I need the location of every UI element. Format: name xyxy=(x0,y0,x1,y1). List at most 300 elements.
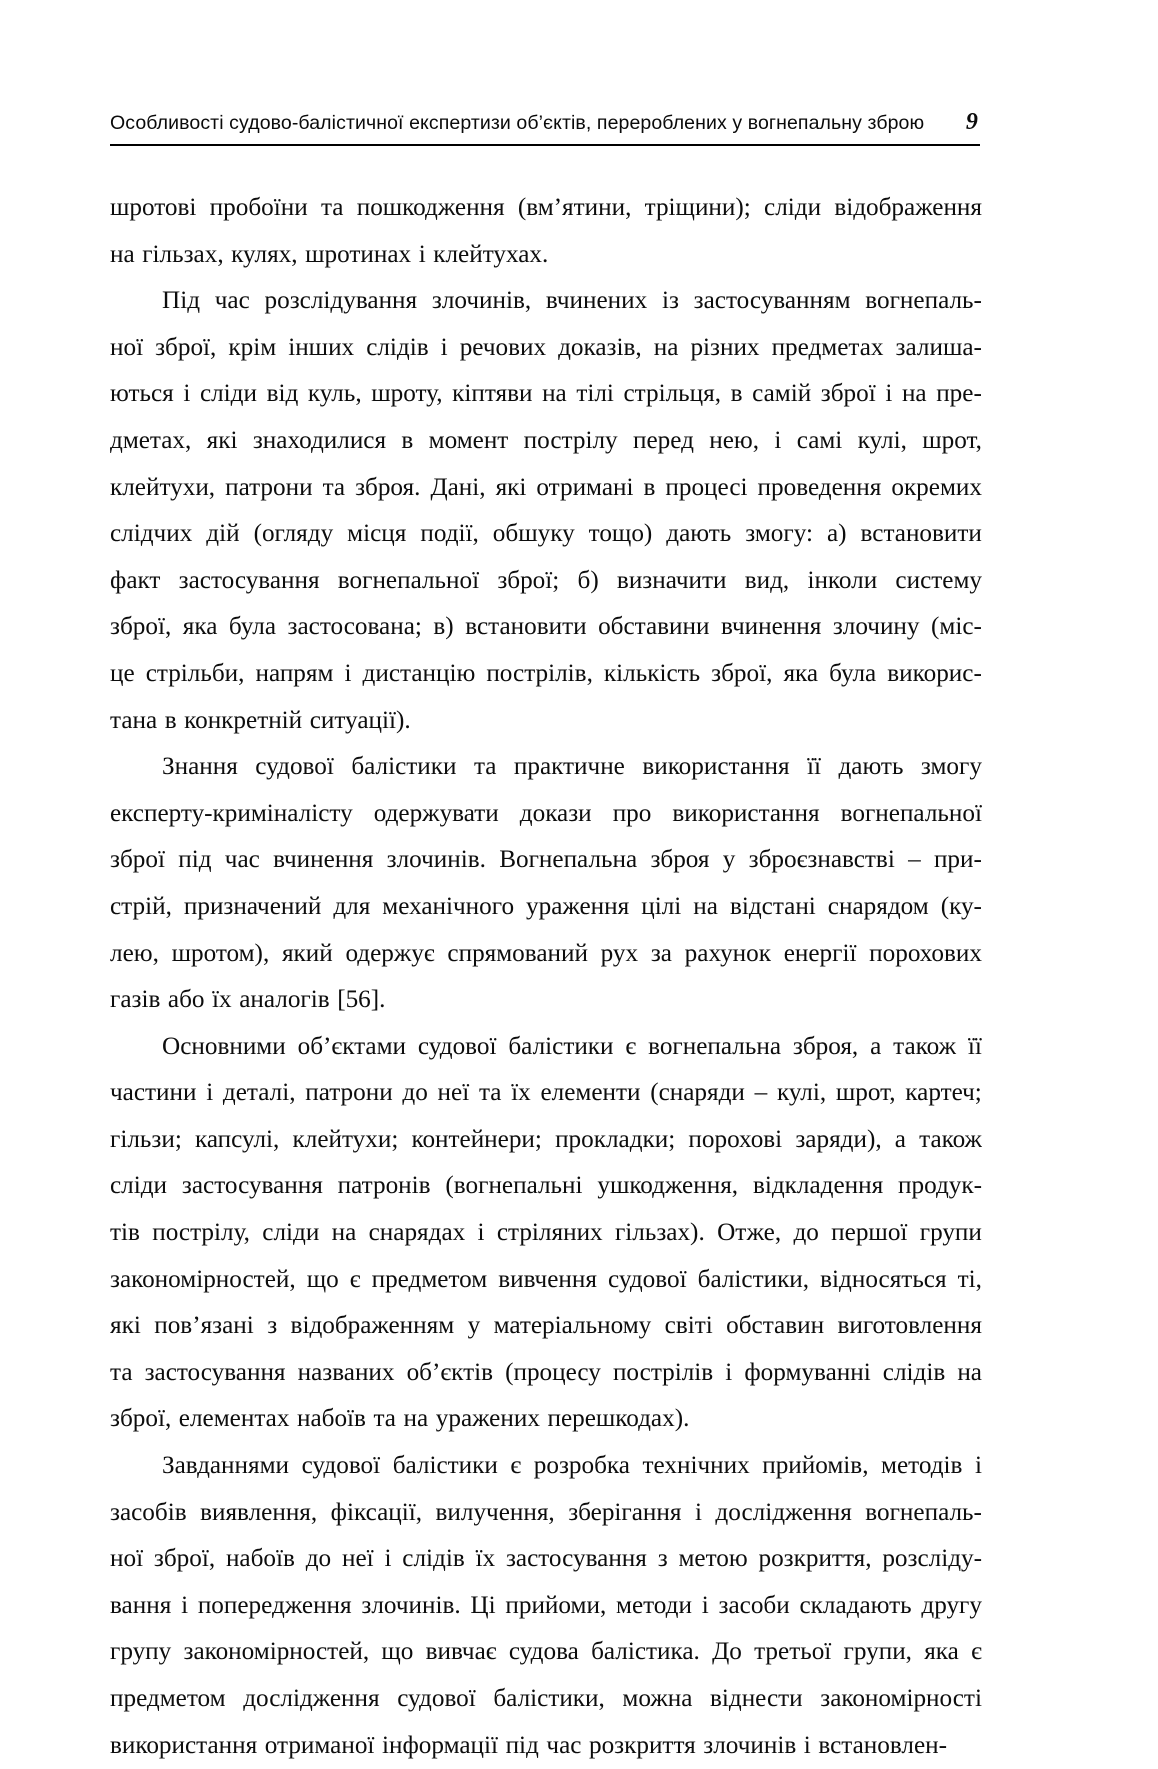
word: застосування xyxy=(181,1172,323,1200)
word: що xyxy=(381,1638,414,1666)
word: практичне xyxy=(513,753,625,781)
word: пострілів, xyxy=(486,659,593,687)
word: закономірностей, xyxy=(183,1638,370,1666)
word: деталі, xyxy=(222,1079,296,1107)
text-line xyxy=(110,232,982,279)
word: (огляду xyxy=(253,520,334,548)
word: про xyxy=(612,799,652,827)
word: третьої xyxy=(754,1638,832,1666)
word: (вогнепальні xyxy=(445,1172,583,1200)
word: патрони xyxy=(225,473,313,501)
word: обшуку xyxy=(492,520,575,548)
text-line xyxy=(110,278,982,325)
word: зброї, xyxy=(155,333,217,361)
word: дають xyxy=(666,520,732,548)
word: – xyxy=(754,1079,768,1107)
text-line xyxy=(110,604,982,651)
word: газів xyxy=(110,986,161,1014)
word: та xyxy=(373,1405,396,1433)
word: з xyxy=(657,1545,668,1573)
word: порохових xyxy=(869,939,982,967)
word: набоїв xyxy=(296,1405,366,1433)
word: віднести xyxy=(709,1685,803,1712)
word: факт xyxy=(110,566,161,594)
word: доказів, xyxy=(558,333,642,361)
word: нею, xyxy=(709,426,760,454)
word: тана xyxy=(110,706,158,734)
word: елементи xyxy=(540,1079,641,1107)
word: інформації xyxy=(381,1731,499,1759)
word: яка xyxy=(182,613,218,641)
word: кулі, xyxy=(776,1079,827,1107)
word: отримані xyxy=(536,473,634,501)
word: куль, xyxy=(307,380,362,408)
word: Під xyxy=(162,287,201,315)
word: відображення xyxy=(834,194,982,221)
word: і xyxy=(384,1545,392,1573)
word: застосування xyxy=(178,566,320,594)
word: їх xyxy=(212,986,232,1014)
word: і xyxy=(803,1731,811,1759)
word: у xyxy=(467,1312,481,1340)
text-line xyxy=(110,698,982,745)
word: гільзи; xyxy=(110,1125,182,1153)
text-line xyxy=(110,325,982,372)
word: ситуації). xyxy=(309,706,411,734)
word: методів xyxy=(881,1452,963,1480)
word: застосуванням xyxy=(693,287,851,315)
word: одержує xyxy=(345,939,435,967)
word: в) xyxy=(433,613,454,641)
word: зброя xyxy=(650,846,710,874)
word: зброї; xyxy=(497,566,560,594)
word: застосована; xyxy=(287,613,422,641)
text-line xyxy=(110,1490,982,1537)
word: сліди xyxy=(199,380,257,408)
word: яка xyxy=(924,1638,959,1666)
text-line xyxy=(110,1163,982,1210)
word: дослідження xyxy=(715,1498,852,1526)
word: для xyxy=(333,892,371,920)
word: різних xyxy=(690,333,760,361)
word: відкладення xyxy=(752,1172,884,1200)
word: тріщини); xyxy=(644,194,751,221)
word: її xyxy=(807,753,821,781)
word: порохові xyxy=(688,1125,783,1153)
word: балістики, xyxy=(697,1265,810,1293)
word: і xyxy=(440,333,448,361)
word: ушкодження, xyxy=(597,1172,739,1200)
word: До xyxy=(712,1638,742,1666)
word: на xyxy=(403,1405,429,1433)
paragraph xyxy=(110,1024,982,1443)
word: їх xyxy=(511,1079,531,1107)
word: методи xyxy=(616,1591,692,1619)
word: прийомів, xyxy=(762,1452,869,1480)
word: обставини xyxy=(598,613,710,641)
word: шротові xyxy=(110,194,197,221)
word: до xyxy=(793,1219,819,1247)
word: та xyxy=(478,1079,502,1107)
word: була xyxy=(228,613,276,641)
word: світі xyxy=(664,1312,713,1340)
word: використання xyxy=(110,1731,258,1759)
word: виявлення, xyxy=(200,1498,318,1526)
word: судової xyxy=(417,1032,497,1060)
word: неї xyxy=(341,1545,374,1573)
word: є xyxy=(510,1452,522,1480)
text-line xyxy=(110,418,982,465)
word: до xyxy=(305,1545,332,1573)
word: в xyxy=(730,380,743,408)
word: метою xyxy=(678,1545,748,1573)
word: частини xyxy=(110,1079,197,1107)
word: на xyxy=(331,1219,357,1247)
word: і xyxy=(206,1079,214,1107)
header-rule xyxy=(110,144,980,147)
word: Знання xyxy=(162,753,238,781)
word: ної xyxy=(110,1545,144,1573)
word: (вм’ятини, xyxy=(517,194,632,221)
word: кулі, xyxy=(857,426,907,454)
word: які xyxy=(206,426,238,454)
word: вчинення xyxy=(273,846,374,874)
word: гільзах). xyxy=(614,1219,705,1247)
word: дають xyxy=(838,753,904,781)
word: і xyxy=(183,380,191,408)
word: предметом xyxy=(110,1685,226,1712)
word: і xyxy=(181,1591,189,1619)
word: вогнепальна xyxy=(648,1032,781,1060)
word: інколи xyxy=(807,566,878,594)
word: окремих xyxy=(891,473,982,501)
word: (ку- xyxy=(940,892,982,920)
word: картеч; xyxy=(905,1079,982,1107)
word: снарядом xyxy=(827,892,929,920)
word: знаходилися xyxy=(252,426,387,454)
word: та xyxy=(110,1358,133,1386)
word: з xyxy=(267,1312,278,1340)
text-line xyxy=(110,1024,982,1071)
word: зброї, xyxy=(110,613,172,641)
word: ураження xyxy=(526,892,630,920)
word: ної xyxy=(110,333,144,361)
word: проведення xyxy=(757,473,882,501)
word: – xyxy=(908,846,921,874)
word: до xyxy=(402,1079,428,1107)
word: від xyxy=(266,380,299,408)
text-line xyxy=(110,1443,982,1490)
word: відображенням xyxy=(290,1312,455,1340)
word: є xyxy=(625,1032,637,1060)
text-line xyxy=(110,1070,982,1117)
word: балістики xyxy=(351,753,457,781)
word: докази xyxy=(519,799,592,827)
word: судової xyxy=(397,1685,476,1712)
word: шроту, xyxy=(371,380,443,408)
word: шрот, xyxy=(922,426,982,454)
word: судова xyxy=(508,1638,579,1666)
word: слідчих xyxy=(110,520,193,548)
word: використання xyxy=(672,799,820,827)
word: розслідування xyxy=(264,287,418,315)
word: Отже, xyxy=(717,1219,782,1247)
text-line xyxy=(110,1676,982,1723)
word: а xyxy=(894,1125,906,1153)
word: (процесу xyxy=(505,1358,601,1386)
word: визначити xyxy=(616,566,727,594)
word: або xyxy=(167,986,205,1014)
word: Основними xyxy=(162,1032,286,1060)
text-line xyxy=(110,1629,982,1676)
word: дистанцію xyxy=(362,659,476,687)
word: експерту-криміналісту xyxy=(110,799,353,827)
word: слідів xyxy=(366,333,429,361)
word: прокладки; xyxy=(555,1125,676,1153)
page-number: 9 xyxy=(965,109,978,135)
word: це xyxy=(110,659,135,687)
word: цілі xyxy=(641,892,682,920)
word: і xyxy=(477,1219,485,1247)
word: контейнери; xyxy=(411,1125,542,1153)
word: на xyxy=(957,1358,982,1386)
word: дій xyxy=(206,520,240,548)
word: зберігання xyxy=(568,1498,682,1526)
word: самій xyxy=(752,380,812,408)
paragraph-list xyxy=(110,185,982,1769)
word: час xyxy=(214,287,250,315)
text-line xyxy=(110,1723,982,1769)
word: шротинах xyxy=(305,240,412,268)
word: [56]. xyxy=(337,986,386,1014)
text-line xyxy=(110,791,982,838)
paragraph xyxy=(110,1443,982,1769)
word: технічних xyxy=(642,1452,750,1480)
word: і xyxy=(701,1591,709,1619)
word: злочинів. xyxy=(361,1591,461,1619)
text-line xyxy=(110,1350,982,1397)
word: яка xyxy=(783,659,819,687)
word: судової xyxy=(608,1265,687,1293)
word: групи xyxy=(919,1219,982,1247)
word: пострілу, xyxy=(152,1219,250,1247)
word: під xyxy=(178,846,212,874)
word: самі xyxy=(796,426,843,454)
word: ті, xyxy=(957,1265,982,1293)
word: можна xyxy=(622,1685,693,1712)
word: формуванні xyxy=(744,1358,871,1386)
text-line xyxy=(110,977,982,1024)
word: засобів xyxy=(110,1498,187,1526)
word: засоби xyxy=(718,1591,790,1619)
word: також xyxy=(919,1125,982,1153)
word: за xyxy=(650,939,672,967)
word: зброї, xyxy=(153,1545,216,1573)
text-line xyxy=(110,1396,982,1443)
word: використання xyxy=(642,753,790,781)
word: сліди xyxy=(262,1219,320,1247)
word: події, xyxy=(420,520,479,548)
word: залиша- xyxy=(895,333,982,361)
word: продук- xyxy=(898,1172,982,1200)
word: відносяться xyxy=(820,1265,947,1293)
word: злочину xyxy=(832,613,920,641)
word: Ці xyxy=(470,1591,496,1619)
word: уражених xyxy=(435,1405,540,1433)
word: злочинів. xyxy=(386,846,486,874)
word: енергії xyxy=(783,939,857,967)
word: прийоми, xyxy=(505,1591,607,1619)
word: призначений xyxy=(183,892,322,920)
header-row xyxy=(110,108,980,137)
word: складають xyxy=(799,1591,912,1619)
word: пре- xyxy=(936,380,982,408)
word: закономірності xyxy=(820,1685,982,1712)
text-line xyxy=(110,837,982,884)
word: зброї, xyxy=(711,659,773,687)
page-header xyxy=(110,108,980,146)
word: в xyxy=(401,426,414,454)
word: тів xyxy=(110,1219,140,1247)
word: розкриття xyxy=(588,1731,696,1759)
word: судової xyxy=(255,753,334,781)
text-line xyxy=(110,465,982,512)
word: перед xyxy=(632,426,694,454)
word: першої xyxy=(831,1219,908,1247)
word: і xyxy=(885,380,893,408)
word: інших xyxy=(288,333,355,361)
word: лею, xyxy=(110,939,159,967)
word: предметах xyxy=(771,333,884,361)
word: клейтухах. xyxy=(433,240,549,268)
word: заряди), xyxy=(795,1125,882,1153)
word: кулях, xyxy=(231,240,298,268)
word: закономірностей, xyxy=(110,1265,296,1293)
word: із xyxy=(661,287,679,315)
text-line xyxy=(110,744,982,791)
word: Вогнепальна xyxy=(499,846,638,874)
word: речових xyxy=(459,333,547,361)
word: б) xyxy=(577,566,599,594)
word: застосування xyxy=(505,1545,647,1573)
text-line xyxy=(110,1210,982,1257)
text-line xyxy=(110,651,982,698)
word: клейтухи, xyxy=(110,473,216,501)
text-line xyxy=(110,1257,982,1304)
word: сліди xyxy=(110,1172,168,1200)
word: стрій, xyxy=(110,892,172,920)
word: відстані xyxy=(729,892,816,920)
word: на xyxy=(901,380,927,408)
word: рух xyxy=(600,939,639,967)
word: балістики xyxy=(508,1032,614,1060)
word: на xyxy=(110,240,135,268)
word: другу xyxy=(921,1591,982,1619)
word: пострілів xyxy=(612,1358,714,1386)
word: фіксації, xyxy=(330,1498,423,1526)
word: слідів xyxy=(882,1358,946,1386)
word: зброя. xyxy=(355,473,421,501)
word: застосування xyxy=(144,1358,286,1386)
word: розкриття, xyxy=(758,1545,872,1573)
word: попередження xyxy=(197,1591,352,1619)
word: групи, xyxy=(843,1638,912,1666)
word: дметах, xyxy=(110,426,192,454)
word: набоїв xyxy=(225,1545,295,1573)
word: вчинених xyxy=(545,287,648,315)
text-line xyxy=(110,1117,982,1164)
word: отриманої xyxy=(264,1731,375,1759)
word: і xyxy=(344,659,352,687)
word: балістики, xyxy=(493,1685,605,1712)
word: вогнепальної xyxy=(840,799,982,827)
word: Дані, xyxy=(430,473,486,501)
word: вання xyxy=(110,1591,172,1619)
word: названих xyxy=(297,1358,395,1386)
word: при- xyxy=(933,846,982,874)
word: тілі xyxy=(576,380,614,408)
word: дослідження xyxy=(243,1685,380,1712)
word: клейтухи; xyxy=(292,1125,399,1153)
word: стрільби, xyxy=(145,659,245,687)
word: на xyxy=(693,892,718,920)
word: на xyxy=(542,380,567,408)
word: і xyxy=(974,1452,982,1480)
word: об’єктів xyxy=(406,1358,493,1386)
word: судової xyxy=(301,1452,381,1480)
text-line xyxy=(110,371,982,418)
word: шрот, xyxy=(835,1079,896,1107)
word: час xyxy=(546,1731,582,1759)
word: об’єктами xyxy=(297,1032,407,1060)
paragraph xyxy=(110,185,982,278)
word: є xyxy=(971,1638,982,1666)
word: систему xyxy=(895,566,982,594)
word: аналогів xyxy=(239,986,330,1014)
word: балістика. xyxy=(591,1638,700,1666)
text-line xyxy=(110,1583,982,1630)
word: в xyxy=(643,473,656,501)
word: елементах xyxy=(178,1405,290,1433)
word: ються xyxy=(110,380,174,408)
word: капсулі, xyxy=(194,1125,280,1153)
word: процесі xyxy=(665,473,748,501)
word: механічного xyxy=(382,892,515,920)
word: також xyxy=(893,1032,956,1060)
text-line xyxy=(110,185,982,232)
running-header-title: Особливості судово-балістичної експертизи об’єктів, перероблених у вогнепальну зброю xyxy=(110,112,925,134)
word: патрони xyxy=(305,1079,393,1107)
word: змогу xyxy=(920,753,982,781)
word: перешкодах). xyxy=(547,1405,690,1433)
word: гільзах, xyxy=(142,240,224,268)
word: стрільця, xyxy=(623,380,722,408)
word: обставин xyxy=(726,1312,825,1340)
word: одержувати xyxy=(373,799,499,827)
text-line xyxy=(110,511,982,558)
word: що xyxy=(306,1265,339,1293)
word: слідів xyxy=(402,1545,465,1573)
word: встановити xyxy=(465,613,587,641)
word: злочинів, xyxy=(431,287,532,315)
word: Завданнями xyxy=(162,1452,290,1480)
word: патронів xyxy=(337,1172,431,1200)
word: викорис- xyxy=(887,659,982,687)
word: встановлен- xyxy=(818,1731,947,1759)
word: на xyxy=(653,333,679,361)
word: їх xyxy=(475,1545,496,1573)
word: зброя, xyxy=(792,1032,859,1060)
